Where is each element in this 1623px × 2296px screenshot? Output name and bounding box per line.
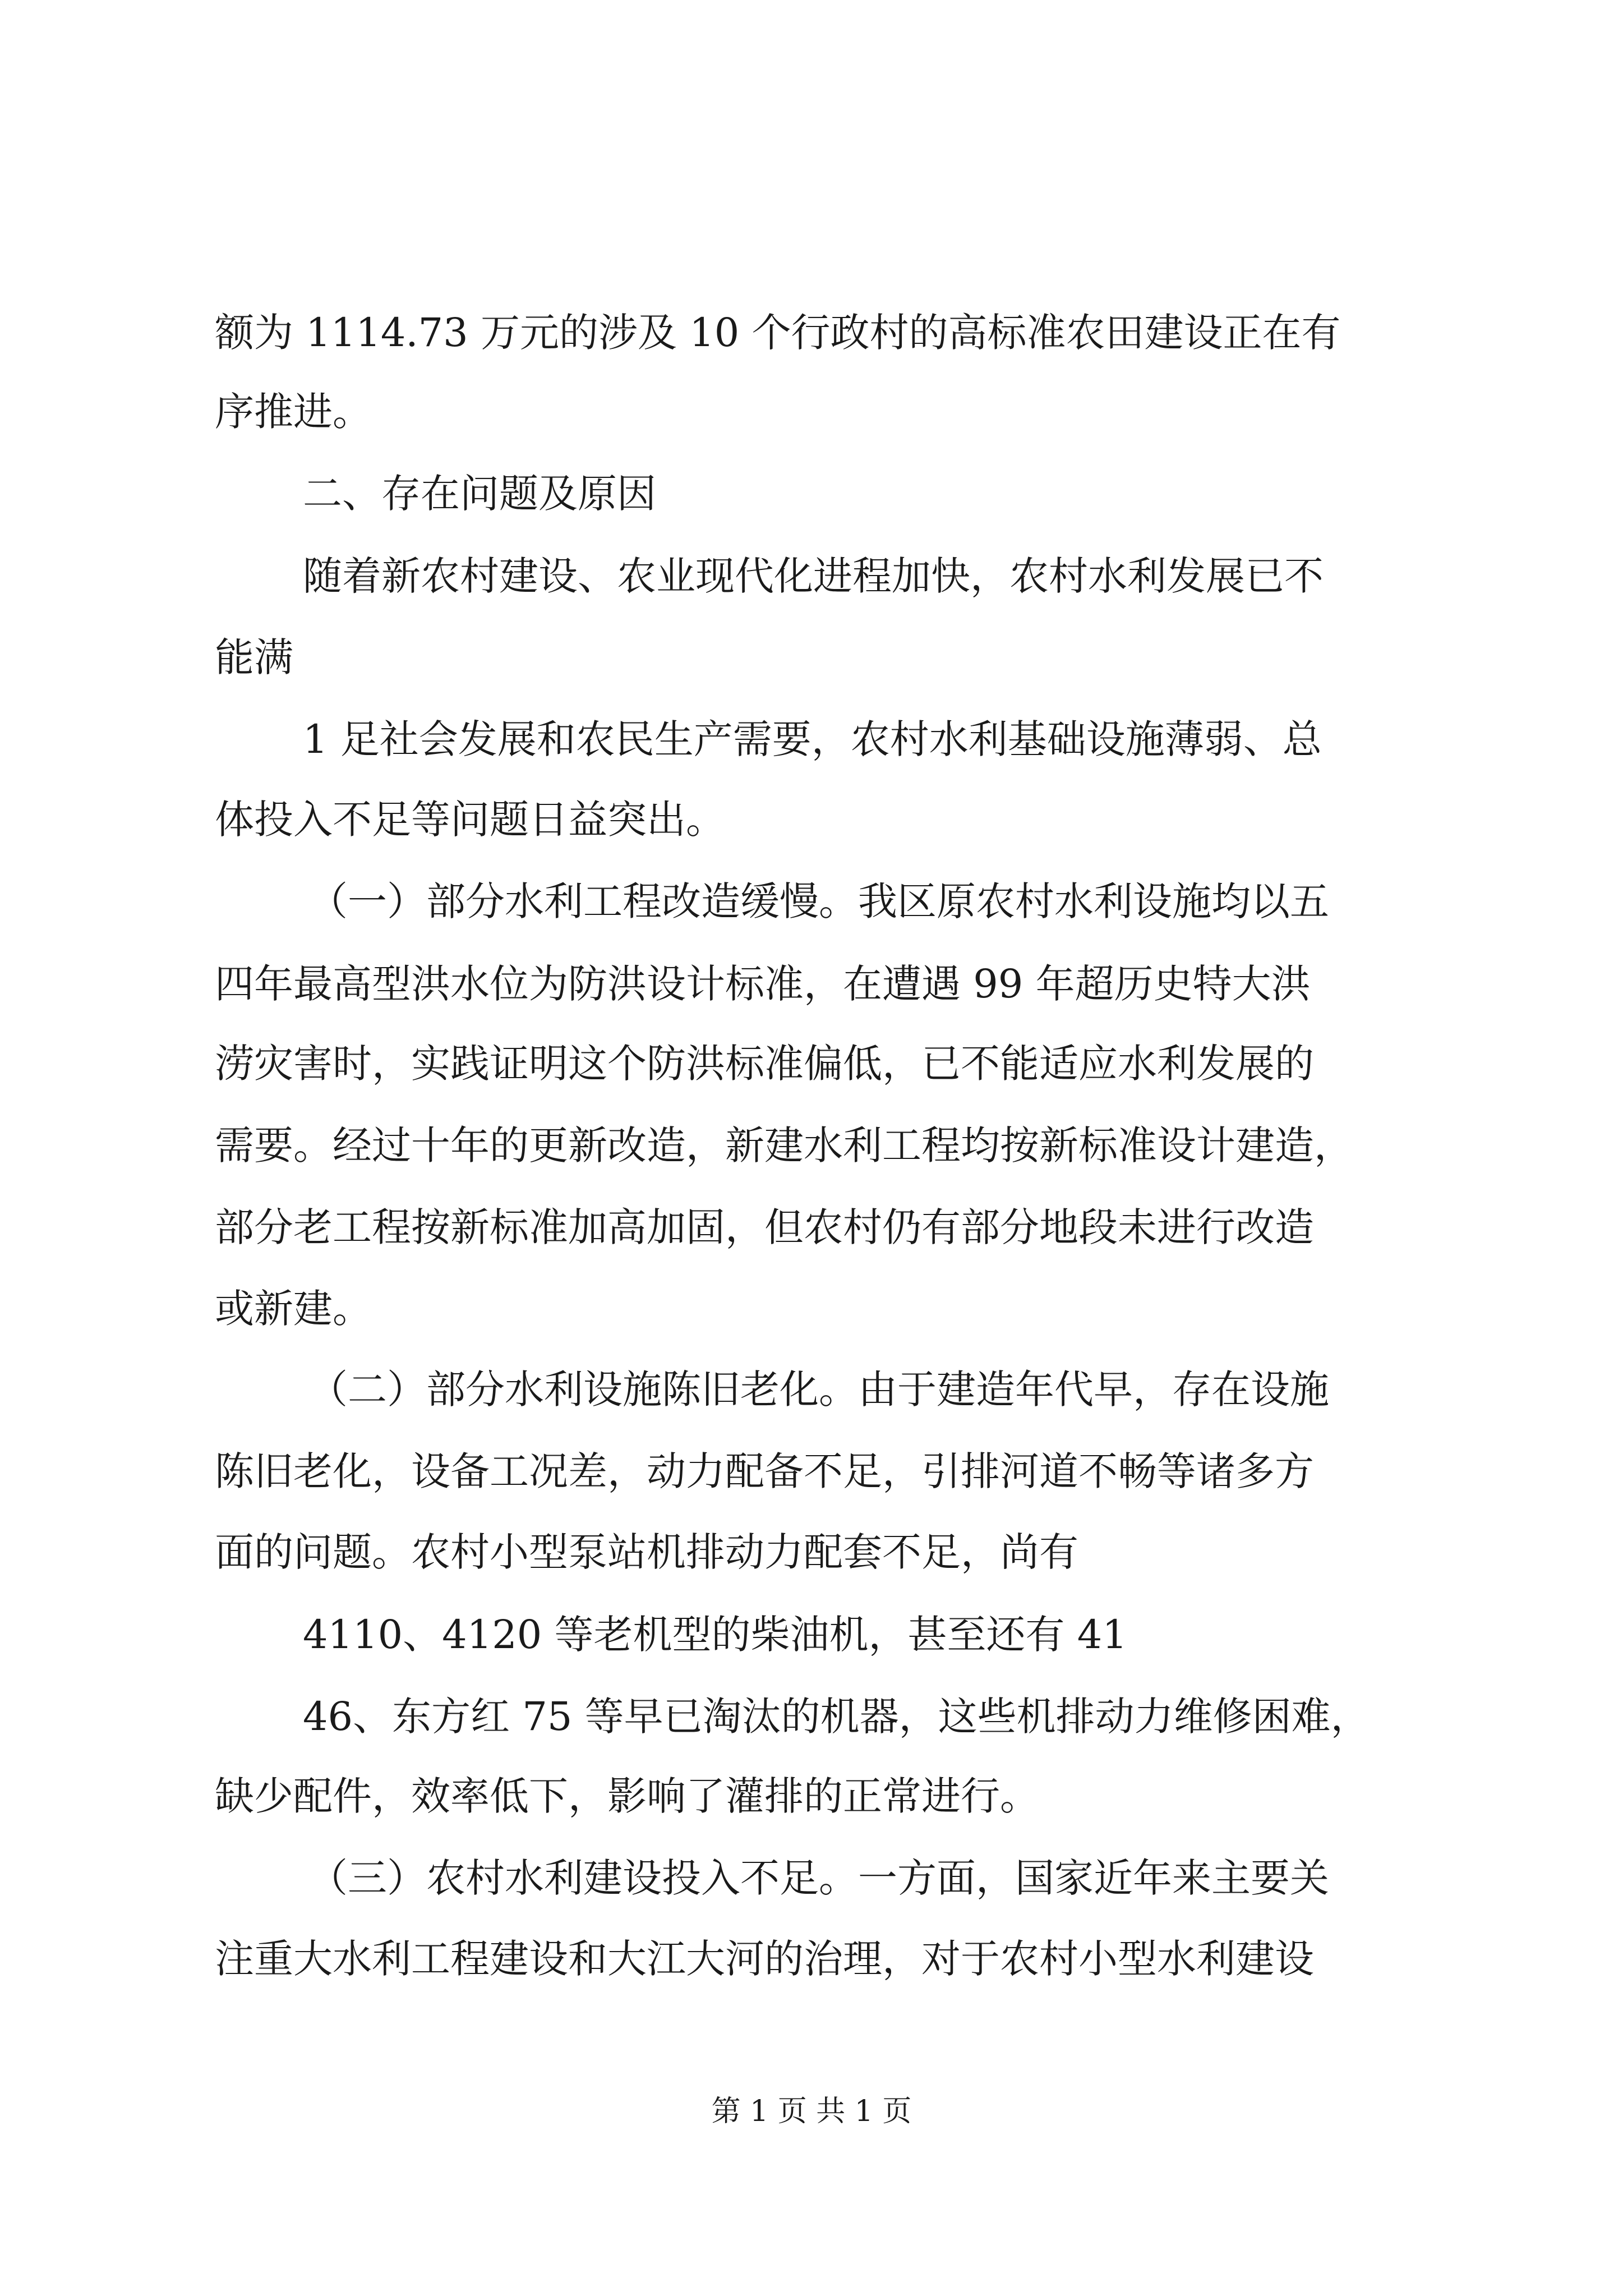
text-line: 或新建。 [215,1286,372,1332]
text-line: 体投入不足等问题日益突出。 [215,797,725,843]
text-line: 1 足社会发展和农民生产需要，农村水利基础设施薄弱、总 [303,716,1322,762]
text-line: 能满 [215,634,293,680]
text-line: 序推进。 [215,389,372,435]
text-line: 4110、4120 等老机型的柴油机，甚至还有 41 [303,1612,1127,1658]
text-line: 缺少配件，效率低下，影响了灌排的正常进行。 [215,1773,1039,1819]
text-line: 额为 1114.73 万元的涉及 10 个行政村的高标准农田建设正在有 [215,310,1341,356]
text-line: 46、东方红 75 等早已淘汰的机器，这些机排动力维修困难， [303,1694,1370,1740]
subsection-heading: （三）农村水利建设投入不足。一方面，国家近年来主要关 [308,1855,1329,1901]
text-line: 需要。经过十年的更新改造，新建水利工程均按新标准设计建造， [215,1122,1353,1168]
text-line: 涝灾害时，实践证明这个防洪标准偏低，已不能适应水利发展的 [215,1041,1314,1087]
text-line: 四年最高型洪水位为防洪设计标准，在遭遇 99 年超历史特大洪 [215,961,1311,1007]
subsection-heading: （一）部分水利工程改造缓慢。我区原农村水利设施均以五 [308,878,1329,924]
text-line: 部分老工程按新标准加高加固，但农村仍有部分地段未进行改造 [215,1204,1314,1250]
text-line: 陈旧老化，设备工况差，动力配备不足，引排河道不畅等诸多方 [215,1448,1314,1494]
text-line: 注重大水利工程建设和大江大河的治理，对于农村小型水利建设 [215,1936,1314,1982]
section-heading: 二、存在问题及原因 [303,471,656,517]
text-line: 随着新农村建设、农业现代化进程加快，农村水利发展已不 [303,553,1324,599]
text-line: 面的问题。农村小型泵站机排动力配套不足，尚有 [215,1529,1078,1575]
page-footer: 第 1 页 共 1 页 [711,2095,912,2128]
subsection-heading: （二）部分水利设施陈旧老化。由于建造年代早，存在设施 [308,1366,1329,1412]
